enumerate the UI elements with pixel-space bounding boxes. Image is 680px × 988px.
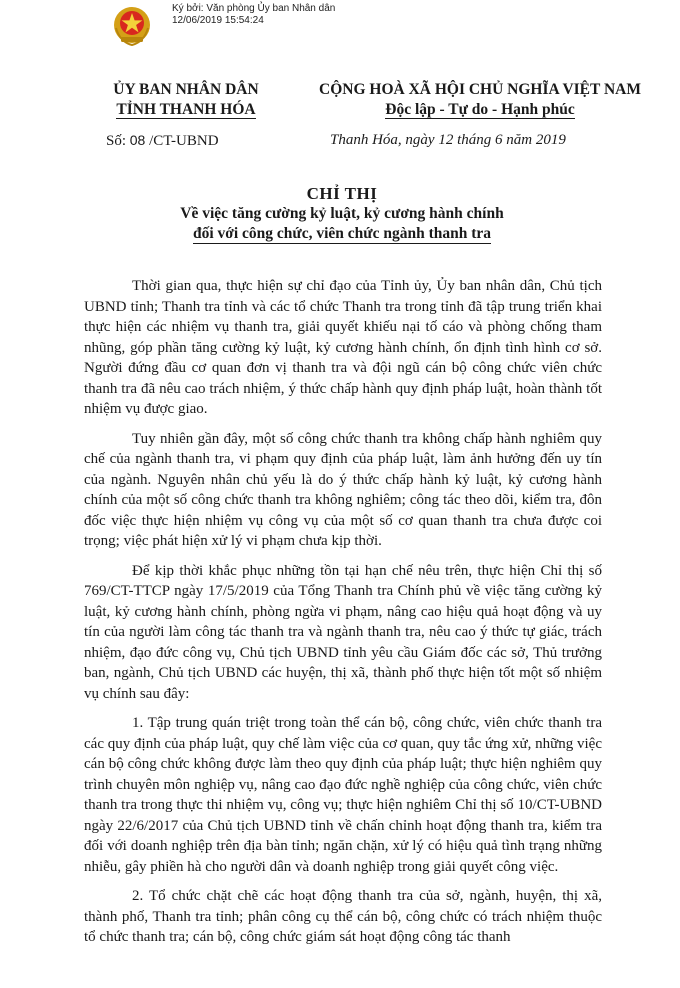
date-place: Thanh Hóa, ngày [330,132,435,148]
doc-number-value: 08 [129,132,146,148]
paragraph: Để kịp thời khắc phục những tồn tại hạn chế nêu trên, thực hiện Chỉ thị số 769/CT-TTCP ngày 17/5/2019 của Tổng Thanh tra Chính phủ về việc tăng cường kỷ luật, kỷ cương hành chính, phòng ngừa vi phạm, nâng cao hiệu quả hoạt động và uy tín của người làm công tác thanh tra và ngành thanh tra, nêu cao ý thức tự giác, trách nhiệm, đạo đức công vụ, Chủ tịch UBND tỉnh yêu cầu Giám đốc các sở, Thủ trưởng ban, ngành, Chủ tịch UBND các huyện, thị xã, thành phố thực hiện tốt một số nhiệm vụ chính sau đây: [84,562,602,702]
digital-signature [172,3,335,27]
issue-date [330,132,566,149]
signature-timestamp: 12/06/2019 15:54:24 [172,15,264,26]
date-month-year: tháng 6 năm 2019 [457,132,566,148]
national-motto: Độc lập - Tự do - Hạnh phúc [385,101,575,118]
issuer-line1: ỦY BAN NHÂN DÂN [113,81,259,98]
document-body [84,276,602,957]
paragraph: 1. Tập trung quán triệt trong toàn thể cán bộ, công chức, viên chức thanh tra các quy định của pháp luật, quy chế làm việc của cơ quan, quy tắc ứng xử, những việc cán bộ công chức không được làm theo quy định của pháp luật; thực hiện nghiêm quy trình chuyên môn nghiệp vụ, nâng cao đạo đức nghề nghiệp của công chức, viên chức thanh tra trong thực thi nhiệm vụ, công vụ; thực hiện nghiêm Chỉ thị số 10/CT-UBND ngày 22/6/2017 của Chủ tịch UBND tỉnh về chấn chỉnh hoạt động thanh tra, kiểm tra đối với doanh nghiệp trên địa bàn tỉnh; ngăn chặn, xử lý có hiệu quả tình trạng những nhiễu, gây phiền hà cho người dân và doanh nghiệp trong giải quyết công việc. [84,715,602,875]
doc-number-suffix: /CT-UBND [149,133,219,149]
paragraph: 2. Tổ chức chặt chẽ các hoạt động thanh tra của sở, ngành, huyện, thị xã, thành phố, Thanh tra tỉnh; phân công cụ thể cán bộ, công chức có trách nhiệm thuộc tổ chức thanh tra; cán bộ, công chức giám sát hoạt động công tác thanh [84,888,602,945]
issuer-header [96,80,276,120]
signature-signer: Ký bởi: Văn phòng Ủy ban Nhân dân [172,3,336,14]
title-sub2: đối với công chức, viên chức ngành thanh tra [192,225,492,242]
national-emblem-icon [112,4,152,50]
document-title [80,184,604,244]
paragraph: Thời gian qua, thực hiện sự chỉ đạo của Tỉnh ủy, Ủy ban nhân dân, Chủ tịch UBND tỉnh; Thanh tra tỉnh và các tổ chức Thanh tra trong tỉnh đã tập trung triển khai thực hiện các nhiệm vụ thanh tra, giải quyết khiếu nại tố cáo và phòng chống tham nhũng, góp phần tăng cường kỷ luật, kỷ cương hành chính, ổn định tình hình cơ sở. Người đứng đầu cơ quan đơn vị thanh tra và đội ngũ cán bộ công chức viên chức thanh tra đã nêu cao trách nhiệm, ý thức chấp hành quy định pháp luật, hoàn thành tốt nhiệm vụ được giao. [84,278,602,417]
title-sub1: Về việc tăng cường kỷ luật, kỷ cương hành chính [180,205,504,222]
national-title: CỘNG HOÀ XÃ HỘI CHỦ NGHĨA VIỆT NAM [319,81,641,98]
document-number [106,132,219,150]
title-main: CHỈ THỊ [306,184,378,203]
national-header [300,80,660,120]
doc-number-prefix: Số: [106,133,127,149]
date-day: 12 [438,132,454,148]
paragraph: Tuy nhiên gần đây, một số công chức thanh tra không chấp hành nghiêm quy chế của ngành thanh tra, vi phạm quy định của pháp luật, làm ảnh hưởng đến uy tín của ngành. Nguyên nhân chủ yếu là do ý thức chấp hành kỷ luật, kỷ cương hành chính của một số công chức thanh tra không nghiêm; công tác theo dõi, kiểm tra, đôn đốc việc thực hiện nhiệm vụ công vụ của một số cơ quan thanh tra chưa được coi trọng; việc phát hiện xử lý vi phạm chưa kịp thời. [84,430,602,549]
issuer-line2: TỈNH THANH HÓA [116,101,256,118]
